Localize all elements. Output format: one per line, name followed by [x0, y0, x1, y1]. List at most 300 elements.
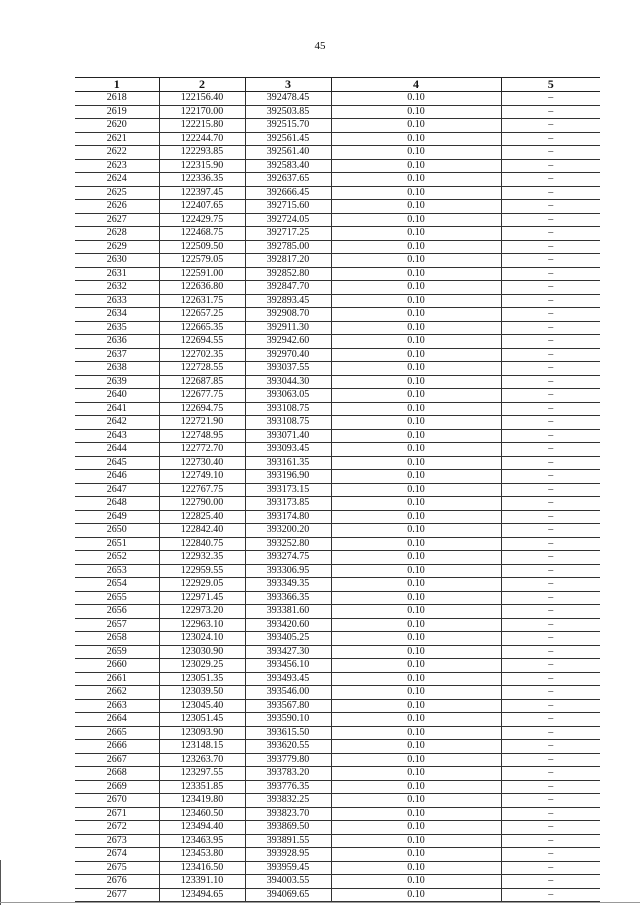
y-coordinate-cell: 393274.75 — [245, 551, 331, 565]
table-row — [75, 348, 600, 362]
x-coordinate-cell: 122963.10 — [159, 618, 245, 632]
point-number-cell: 2646 — [75, 470, 159, 484]
accuracy-cell: 0.10 — [331, 213, 501, 227]
table-row — [75, 200, 600, 214]
table-row — [75, 443, 600, 457]
y-coordinate-cell: 393776.35 — [245, 780, 331, 794]
y-coordinate-cell: 393891.55 — [245, 834, 331, 848]
table-row — [75, 213, 600, 227]
accuracy-cell: 0.10 — [331, 564, 501, 578]
x-coordinate-cell: 122728.55 — [159, 362, 245, 376]
point-number-cell: 2635 — [75, 321, 159, 335]
note-cell: – — [501, 672, 600, 686]
y-coordinate-cell: 393044.30 — [245, 375, 331, 389]
x-coordinate-cell: 122772.70 — [159, 443, 245, 457]
y-coordinate-cell: 392893.45 — [245, 294, 331, 308]
point-number-cell: 2663 — [75, 699, 159, 713]
accuracy-cell: 0.10 — [331, 389, 501, 403]
y-coordinate-cell: 393783.20 — [245, 767, 331, 781]
table-body — [75, 92, 600, 902]
x-coordinate-cell: 122244.70 — [159, 132, 245, 146]
note-cell: – — [501, 497, 600, 511]
point-number-cell: 2642 — [75, 416, 159, 430]
note-cell: – — [501, 753, 600, 767]
x-coordinate-cell: 122156.40 — [159, 92, 245, 106]
accuracy-cell: 0.10 — [331, 551, 501, 565]
table-row — [75, 740, 600, 754]
y-coordinate-cell: 393200.20 — [245, 524, 331, 538]
table-row — [75, 699, 600, 713]
x-coordinate-cell: 123148.15 — [159, 740, 245, 754]
x-coordinate-cell: 122702.35 — [159, 348, 245, 362]
accuracy-cell: 0.10 — [331, 510, 501, 524]
accuracy-cell: 0.10 — [331, 227, 501, 241]
y-coordinate-cell: 394069.65 — [245, 888, 331, 902]
accuracy-cell: 0.10 — [331, 321, 501, 335]
x-coordinate-cell: 122293.85 — [159, 146, 245, 160]
table-row — [75, 92, 600, 106]
x-coordinate-cell: 123494.40 — [159, 821, 245, 835]
y-coordinate-cell: 393252.80 — [245, 537, 331, 551]
accuracy-cell: 0.10 — [331, 618, 501, 632]
y-coordinate-cell: 392637.65 — [245, 173, 331, 187]
y-coordinate-cell: 392583.40 — [245, 159, 331, 173]
point-number-cell: 2632 — [75, 281, 159, 295]
table-header-row — [75, 78, 600, 92]
x-coordinate-cell: 123045.40 — [159, 699, 245, 713]
y-coordinate-cell: 393869.50 — [245, 821, 331, 835]
table-row — [75, 551, 600, 565]
column-header-2: 2 — [159, 78, 245, 92]
y-coordinate-cell: 393173.85 — [245, 497, 331, 511]
x-coordinate-cell: 123029.25 — [159, 659, 245, 673]
table-row — [75, 105, 600, 119]
table-row — [75, 875, 600, 889]
point-number-cell: 2628 — [75, 227, 159, 241]
table-row — [75, 726, 600, 740]
accuracy-cell: 0.10 — [331, 146, 501, 160]
note-cell: – — [501, 632, 600, 646]
accuracy-cell: 0.10 — [331, 335, 501, 349]
accuracy-cell: 0.10 — [331, 281, 501, 295]
coordinates-table — [75, 77, 600, 902]
note-cell: – — [501, 389, 600, 403]
accuracy-cell: 0.10 — [331, 416, 501, 430]
x-coordinate-cell: 122694.55 — [159, 335, 245, 349]
table-row — [75, 308, 600, 322]
x-coordinate-cell: 123351.85 — [159, 780, 245, 794]
note-cell: – — [501, 605, 600, 619]
note-cell: – — [501, 659, 600, 673]
point-number-cell: 2621 — [75, 132, 159, 146]
x-coordinate-cell: 122842.40 — [159, 524, 245, 538]
table-row — [75, 429, 600, 443]
table-row — [75, 686, 600, 700]
note-cell: – — [501, 443, 600, 457]
accuracy-cell: 0.10 — [331, 119, 501, 133]
note-cell: – — [501, 227, 600, 241]
accuracy-cell: 0.10 — [331, 267, 501, 281]
note-cell: – — [501, 483, 600, 497]
table-row — [75, 767, 600, 781]
note-cell: – — [501, 861, 600, 875]
x-coordinate-cell: 123024.10 — [159, 632, 245, 646]
y-coordinate-cell: 393456.10 — [245, 659, 331, 673]
x-coordinate-cell: 123463.95 — [159, 834, 245, 848]
note-cell: – — [501, 591, 600, 605]
accuracy-cell: 0.10 — [331, 159, 501, 173]
point-number-cell: 2656 — [75, 605, 159, 619]
point-number-cell: 2634 — [75, 308, 159, 322]
note-cell: – — [501, 254, 600, 268]
x-coordinate-cell: 123460.50 — [159, 807, 245, 821]
note-cell: – — [501, 470, 600, 484]
column-header-1: 1 — [75, 78, 159, 92]
accuracy-cell: 0.10 — [331, 308, 501, 322]
point-number-cell: 2648 — [75, 497, 159, 511]
note-cell: – — [501, 794, 600, 808]
y-coordinate-cell: 393420.60 — [245, 618, 331, 632]
x-coordinate-cell: 122665.35 — [159, 321, 245, 335]
y-coordinate-cell: 392724.05 — [245, 213, 331, 227]
note-cell: – — [501, 524, 600, 538]
note-cell: – — [501, 551, 600, 565]
point-number-cell: 2662 — [75, 686, 159, 700]
table-row — [75, 794, 600, 808]
note-cell: – — [501, 375, 600, 389]
y-coordinate-cell: 392817.20 — [245, 254, 331, 268]
table-row — [75, 375, 600, 389]
accuracy-cell: 0.10 — [331, 537, 501, 551]
note-cell: – — [501, 308, 600, 322]
accuracy-cell: 0.10 — [331, 200, 501, 214]
scan-bottom-line — [0, 902, 640, 903]
x-coordinate-cell: 122657.25 — [159, 308, 245, 322]
point-number-cell: 2652 — [75, 551, 159, 565]
point-number-cell: 2631 — [75, 267, 159, 281]
y-coordinate-cell: 393173.15 — [245, 483, 331, 497]
x-coordinate-cell: 123297.55 — [159, 767, 245, 781]
note-cell: – — [501, 726, 600, 740]
note-cell: – — [501, 834, 600, 848]
y-coordinate-cell: 393093.45 — [245, 443, 331, 457]
table-row — [75, 389, 600, 403]
y-coordinate-cell: 393493.45 — [245, 672, 331, 686]
accuracy-cell: 0.10 — [331, 294, 501, 308]
x-coordinate-cell: 122579.05 — [159, 254, 245, 268]
note-cell: – — [501, 456, 600, 470]
point-number-cell: 2669 — [75, 780, 159, 794]
accuracy-cell: 0.10 — [331, 672, 501, 686]
y-coordinate-cell: 393108.75 — [245, 402, 331, 416]
note-cell: – — [501, 564, 600, 578]
x-coordinate-cell: 122748.95 — [159, 429, 245, 443]
table-row — [75, 470, 600, 484]
accuracy-cell: 0.10 — [331, 470, 501, 484]
x-coordinate-cell: 123030.90 — [159, 645, 245, 659]
y-coordinate-cell: 393779.80 — [245, 753, 331, 767]
accuracy-cell: 0.10 — [331, 861, 501, 875]
y-coordinate-cell: 392515.70 — [245, 119, 331, 133]
y-coordinate-cell: 394003.55 — [245, 875, 331, 889]
table-row — [75, 254, 600, 268]
point-number-cell: 2626 — [75, 200, 159, 214]
accuracy-cell: 0.10 — [331, 848, 501, 862]
x-coordinate-cell: 122694.75 — [159, 402, 245, 416]
y-coordinate-cell: 393615.50 — [245, 726, 331, 740]
accuracy-cell: 0.10 — [331, 92, 501, 106]
y-coordinate-cell: 392911.30 — [245, 321, 331, 335]
point-number-cell: 2623 — [75, 159, 159, 173]
x-coordinate-cell: 122631.75 — [159, 294, 245, 308]
x-coordinate-cell: 122591.00 — [159, 267, 245, 281]
accuracy-cell: 0.10 — [331, 875, 501, 889]
point-number-cell: 2633 — [75, 294, 159, 308]
table-row — [75, 848, 600, 862]
point-number-cell: 2660 — [75, 659, 159, 673]
accuracy-cell: 0.10 — [331, 578, 501, 592]
y-coordinate-cell: 392970.40 — [245, 348, 331, 362]
point-number-cell: 2674 — [75, 848, 159, 862]
point-number-cell: 2676 — [75, 875, 159, 889]
note-cell: – — [501, 888, 600, 902]
y-coordinate-cell: 393063.05 — [245, 389, 331, 403]
accuracy-cell: 0.10 — [331, 794, 501, 808]
x-coordinate-cell: 122336.35 — [159, 173, 245, 187]
note-cell: – — [501, 146, 600, 160]
y-coordinate-cell: 393366.35 — [245, 591, 331, 605]
table-row — [75, 227, 600, 241]
point-number-cell: 2630 — [75, 254, 159, 268]
note-cell: – — [501, 767, 600, 781]
accuracy-cell: 0.10 — [331, 456, 501, 470]
table-row — [75, 807, 600, 821]
point-number-cell: 2666 — [75, 740, 159, 754]
note-cell: – — [501, 578, 600, 592]
x-coordinate-cell: 122509.50 — [159, 240, 245, 254]
x-coordinate-cell: 122959.55 — [159, 564, 245, 578]
accuracy-cell: 0.10 — [331, 767, 501, 781]
point-number-cell: 2650 — [75, 524, 159, 538]
note-cell: – — [501, 213, 600, 227]
point-number-cell: 2673 — [75, 834, 159, 848]
point-number-cell: 2672 — [75, 821, 159, 835]
table-row — [75, 510, 600, 524]
table-row — [75, 578, 600, 592]
y-coordinate-cell: 392715.60 — [245, 200, 331, 214]
table-row — [75, 281, 600, 295]
table-row — [75, 524, 600, 538]
point-number-cell: 2620 — [75, 119, 159, 133]
point-number-cell: 2675 — [75, 861, 159, 875]
accuracy-cell: 0.10 — [331, 888, 501, 902]
point-number-cell: 2625 — [75, 186, 159, 200]
x-coordinate-cell: 122971.45 — [159, 591, 245, 605]
note-cell: – — [501, 348, 600, 362]
y-coordinate-cell: 393928.95 — [245, 848, 331, 862]
accuracy-cell: 0.10 — [331, 443, 501, 457]
x-coordinate-cell: 122315.90 — [159, 159, 245, 173]
y-coordinate-cell: 392666.45 — [245, 186, 331, 200]
column-header-5: 5 — [501, 78, 600, 92]
y-coordinate-cell: 393427.30 — [245, 645, 331, 659]
table-row — [75, 618, 600, 632]
accuracy-cell: 0.10 — [331, 105, 501, 119]
point-number-cell: 2670 — [75, 794, 159, 808]
page-number: 45 — [314, 40, 326, 52]
accuracy-cell: 0.10 — [331, 483, 501, 497]
point-number-cell: 2664 — [75, 713, 159, 727]
table-row — [75, 416, 600, 430]
note-cell: – — [501, 740, 600, 754]
point-number-cell: 2637 — [75, 348, 159, 362]
x-coordinate-cell: 123416.50 — [159, 861, 245, 875]
accuracy-cell: 0.10 — [331, 429, 501, 443]
note-cell: – — [501, 173, 600, 187]
point-number-cell: 2639 — [75, 375, 159, 389]
y-coordinate-cell: 392908.70 — [245, 308, 331, 322]
accuracy-cell: 0.10 — [331, 699, 501, 713]
point-number-cell: 2649 — [75, 510, 159, 524]
accuracy-cell: 0.10 — [331, 807, 501, 821]
table-row — [75, 132, 600, 146]
point-number-cell: 2653 — [75, 564, 159, 578]
x-coordinate-cell: 122730.40 — [159, 456, 245, 470]
x-coordinate-cell: 123391.10 — [159, 875, 245, 889]
table-row — [75, 362, 600, 376]
accuracy-cell: 0.10 — [331, 524, 501, 538]
point-number-cell: 2636 — [75, 335, 159, 349]
x-coordinate-cell: 122170.00 — [159, 105, 245, 119]
point-number-cell: 2655 — [75, 591, 159, 605]
x-coordinate-cell: 123494.65 — [159, 888, 245, 902]
y-coordinate-cell: 393381.60 — [245, 605, 331, 619]
x-coordinate-cell: 123453.80 — [159, 848, 245, 862]
accuracy-cell: 0.10 — [331, 753, 501, 767]
table-row — [75, 861, 600, 875]
note-cell: – — [501, 416, 600, 430]
point-number-cell: 2668 — [75, 767, 159, 781]
table-row — [75, 672, 600, 686]
y-coordinate-cell: 392942.60 — [245, 335, 331, 349]
note-cell: – — [501, 294, 600, 308]
x-coordinate-cell: 122215.80 — [159, 119, 245, 133]
table-row — [75, 564, 600, 578]
y-coordinate-cell: 393546.00 — [245, 686, 331, 700]
y-coordinate-cell: 393567.80 — [245, 699, 331, 713]
accuracy-cell: 0.10 — [331, 821, 501, 835]
accuracy-cell: 0.10 — [331, 375, 501, 389]
point-number-cell: 2644 — [75, 443, 159, 457]
note-cell: – — [501, 821, 600, 835]
point-number-cell: 2640 — [75, 389, 159, 403]
table-row — [75, 186, 600, 200]
y-coordinate-cell: 393161.35 — [245, 456, 331, 470]
point-number-cell: 2657 — [75, 618, 159, 632]
point-number-cell: 2645 — [75, 456, 159, 470]
accuracy-cell: 0.10 — [331, 605, 501, 619]
point-number-cell: 2629 — [75, 240, 159, 254]
point-number-cell: 2654 — [75, 578, 159, 592]
table-row — [75, 483, 600, 497]
x-coordinate-cell: 123039.50 — [159, 686, 245, 700]
note-cell: – — [501, 105, 600, 119]
note-cell: – — [501, 848, 600, 862]
accuracy-cell: 0.10 — [331, 254, 501, 268]
y-coordinate-cell: 393823.70 — [245, 807, 331, 821]
x-coordinate-cell: 122929.05 — [159, 578, 245, 592]
x-coordinate-cell: 122677.75 — [159, 389, 245, 403]
y-coordinate-cell: 392478.45 — [245, 92, 331, 106]
y-coordinate-cell: 393037.55 — [245, 362, 331, 376]
note-cell: – — [501, 429, 600, 443]
table-row — [75, 605, 600, 619]
accuracy-cell: 0.10 — [331, 348, 501, 362]
point-number-cell: 2622 — [75, 146, 159, 160]
y-coordinate-cell: 393071.40 — [245, 429, 331, 443]
note-cell: – — [501, 402, 600, 416]
y-coordinate-cell: 393405.25 — [245, 632, 331, 646]
note-cell: – — [501, 713, 600, 727]
table-row — [75, 632, 600, 646]
point-number-cell: 2624 — [75, 173, 159, 187]
y-coordinate-cell: 392561.45 — [245, 132, 331, 146]
table-row — [75, 713, 600, 727]
x-coordinate-cell: 122749.10 — [159, 470, 245, 484]
table-row — [75, 659, 600, 673]
accuracy-cell: 0.10 — [331, 780, 501, 794]
point-number-cell: 2647 — [75, 483, 159, 497]
column-header-4: 4 — [331, 78, 501, 92]
point-number-cell: 2671 — [75, 807, 159, 821]
note-cell: – — [501, 186, 600, 200]
y-coordinate-cell: 393349.35 — [245, 578, 331, 592]
x-coordinate-cell: 123051.35 — [159, 672, 245, 686]
accuracy-cell: 0.10 — [331, 645, 501, 659]
note-cell: – — [501, 510, 600, 524]
table-row — [75, 591, 600, 605]
note-cell: – — [501, 335, 600, 349]
x-coordinate-cell: 123051.45 — [159, 713, 245, 727]
table-row — [75, 456, 600, 470]
table-row — [75, 537, 600, 551]
accuracy-cell: 0.10 — [331, 591, 501, 605]
accuracy-cell: 0.10 — [331, 402, 501, 416]
table-row — [75, 321, 600, 335]
note-cell: – — [501, 240, 600, 254]
y-coordinate-cell: 393620.55 — [245, 740, 331, 754]
accuracy-cell: 0.10 — [331, 497, 501, 511]
table-row — [75, 159, 600, 173]
note-cell: – — [501, 362, 600, 376]
point-number-cell: 2641 — [75, 402, 159, 416]
table-row — [75, 402, 600, 416]
note-cell: – — [501, 119, 600, 133]
x-coordinate-cell: 122767.75 — [159, 483, 245, 497]
y-coordinate-cell: 392717.25 — [245, 227, 331, 241]
note-cell: – — [501, 618, 600, 632]
y-coordinate-cell: 393306.95 — [245, 564, 331, 578]
point-number-cell: 2677 — [75, 888, 159, 902]
x-coordinate-cell: 122973.20 — [159, 605, 245, 619]
y-coordinate-cell: 393832.25 — [245, 794, 331, 808]
table-row — [75, 753, 600, 767]
y-coordinate-cell: 393174.80 — [245, 510, 331, 524]
accuracy-cell: 0.10 — [331, 834, 501, 848]
x-coordinate-cell: 123093.90 — [159, 726, 245, 740]
scan-edge-line — [0, 860, 1, 905]
point-number-cell: 2618 — [75, 92, 159, 106]
